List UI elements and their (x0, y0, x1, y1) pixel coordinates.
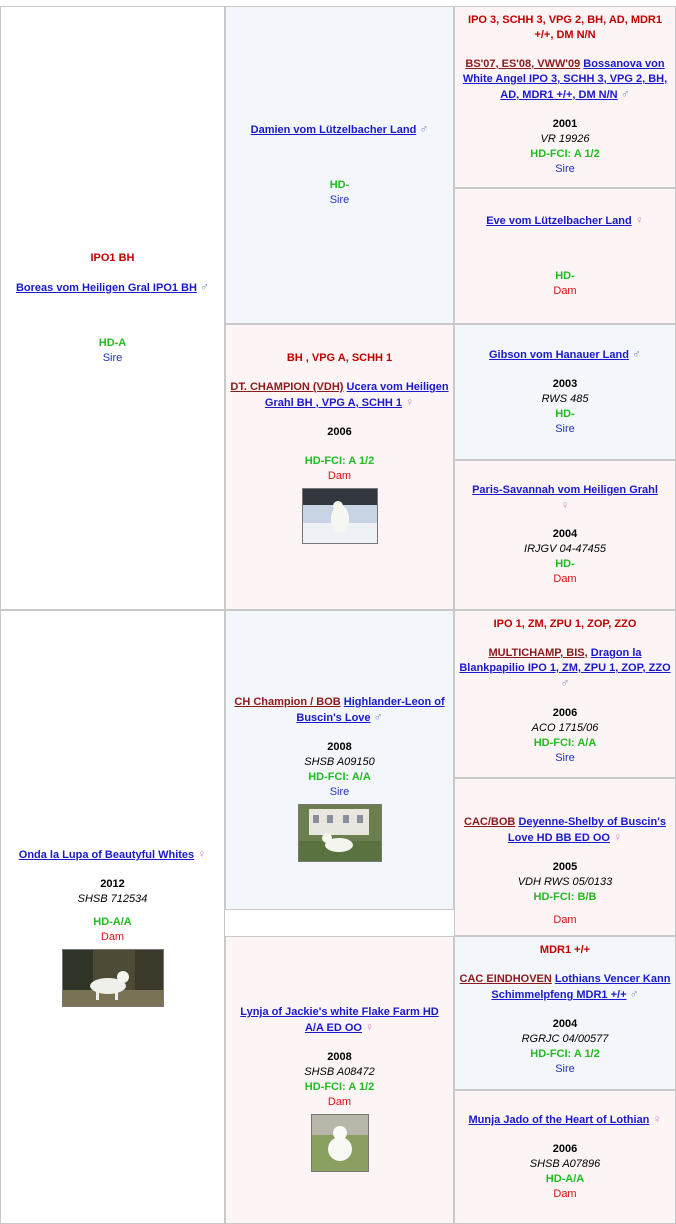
female-icon: ♀ (197, 847, 207, 861)
pedigree-cell-dam (0, 610, 225, 1224)
pedigree-cell-ddd (454, 1090, 676, 1224)
ds-champ-link[interactable]: CH Champion / BOB (234, 696, 341, 708)
dsd-champ-link[interactable]: CAC/BOB (464, 816, 516, 828)
sss-hd: HD-FCI: A 1/2 (530, 148, 600, 160)
pedigree-cell-dam-sire (225, 610, 454, 910)
sd-year: 2006 (327, 426, 352, 438)
dsd-year: 2005 (552, 861, 578, 873)
ddd-role: Dam (553, 1188, 577, 1200)
pedigree-cell-sire (0, 6, 225, 610)
female-icon: ♀ (365, 1020, 375, 1034)
dds-hd: HD-FCI: A 1/2 (530, 1048, 600, 1060)
dss-titles: IPO 1, ZM, ZPU 1, ZOP, ZZO (493, 618, 637, 630)
sds-reg: RWS 485 (541, 393, 589, 405)
ds-reg: SHSB A09150 (304, 756, 375, 768)
sd-titles: BH , VPG A, SCHH 1 (286, 352, 393, 364)
ddd-name-link[interactable]: Munja Jado of the Heart of Lothian (468, 1114, 650, 1126)
sd-champ-link[interactable]: DT. CHAMPION (VDH) (230, 381, 344, 393)
female-icon: ♀ (405, 395, 415, 409)
sss-titles: IPO 3, SCHH 3, VPG 2, BH, AD, MDR1 +/+, DM N/N (468, 14, 662, 41)
female-icon: ♀ (652, 1112, 662, 1126)
dsd-role: Dam (553, 914, 577, 926)
dss-champ-link[interactable]: MULTICHAMP, BIS, (488, 647, 588, 659)
sdd-reg: IRJGV 04-47455 (524, 543, 606, 555)
male-icon: ♂ (200, 279, 209, 294)
dd-reg: SHSB A08472 (304, 1066, 375, 1078)
sd-role: Dam (327, 470, 352, 482)
ss-hd: HD- (329, 179, 350, 191)
ssd-role: Dam (553, 285, 577, 297)
dss-reg: ACO 1715/06 (531, 722, 599, 734)
sds-hd: HD- (555, 408, 575, 420)
dss-role: Sire (555, 752, 575, 764)
sire-role: Sire (102, 351, 123, 364)
dds-role: Sire (555, 1063, 575, 1075)
sdd-hd: HD- (555, 558, 575, 570)
dd-role: Dam (327, 1096, 352, 1108)
sds-name-link[interactable]: Gibson vom Hanauer Land (488, 349, 629, 361)
dam-reg: SHSB 712534 (77, 893, 148, 905)
ds-role: Sire (329, 786, 350, 798)
dam-name-link[interactable]: Onda la Lupa of Beautyful Whites (18, 849, 195, 861)
pedigree-cell-sire-dam (225, 324, 454, 610)
sire-titles: IPO1 BH (90, 251, 135, 264)
dss-hd: HD-FCI: A/A (533, 737, 597, 749)
dam-hd: HD-A/A (93, 916, 132, 928)
sss-champ-link[interactable]: BS'07, ES'08, VWW'09 (465, 58, 581, 70)
pedigree-cell-dss (454, 610, 676, 778)
sire-hd: HD-A (98, 336, 127, 349)
dsd-reg: VDH RWS 05/0133 (517, 876, 613, 888)
ssd-hd: HD- (555, 270, 575, 282)
dss-name-link[interactable]: Dragon la Blankpapilio IPO 1, ZM, ZPU 1, ZOP, ZZO (459, 647, 671, 674)
male-icon: ♂ (373, 710, 383, 724)
sds-year: 2003 (552, 378, 578, 390)
ddd-year: 2006 (552, 1143, 578, 1155)
sd-hd: HD-FCI: A 1/2 (304, 455, 375, 467)
dds-year: 2004 (552, 1018, 578, 1030)
dd-name-link[interactable]: Lynja of Jackie's white Flake Farm HD A/A ED OO (240, 1006, 439, 1034)
male-icon: ♂ (419, 122, 429, 136)
dsd-name-link[interactable]: Deyenne-Shelby of Buscin's Love HD BB ED OO (507, 816, 666, 844)
dam-photo[interactable] (62, 949, 164, 1007)
dss-year: 2006 (552, 707, 578, 719)
ssd-name-link[interactable]: Eve vom Lützelbacher Land (486, 215, 632, 227)
female-icon: ♀ (613, 830, 623, 844)
male-icon: ♂ (620, 87, 630, 101)
ss-role: Sire (329, 194, 350, 206)
sss-year: 2001 (552, 118, 578, 130)
ds-year: 2008 (327, 741, 352, 753)
ss-name-link[interactable]: Damien vom Lützelbacher Land (250, 124, 417, 136)
pedigree-cell-dam-dam (225, 936, 454, 1224)
dam-year: 2012 (100, 878, 125, 890)
sd-name-link[interactable]: Ucera vom Heiligen Grahl BH , VPG A, SCHH 1 (264, 381, 449, 409)
dds-champ-link[interactable]: CAC EINDHOVEN (459, 973, 552, 985)
male-icon: ♂ (629, 987, 639, 1001)
ds-photo[interactable] (298, 804, 382, 862)
dd-hd: HD-FCI: A 1/2 (304, 1081, 375, 1093)
male-icon: ♂ (560, 676, 570, 690)
female-icon: ♀ (634, 213, 644, 227)
ds-name-link[interactable]: Highlander-Leon of Buscin's Love (296, 696, 445, 724)
sss-role: Sire (555, 163, 575, 175)
dd-photo[interactable] (311, 1114, 369, 1172)
pedigree-cell-sds (454, 324, 676, 460)
ddd-reg: SHSB A07896 (529, 1158, 601, 1170)
ds-hd: HD-FCI: A/A (308, 771, 371, 783)
male-icon: ♂ (632, 347, 642, 361)
dsd-hd: HD-FCI: B/B (533, 891, 597, 903)
pedigree-cell-ssd (454, 188, 676, 324)
dds-reg: RGRJC 04/00577 (521, 1033, 609, 1045)
sss-reg: VR 19926 (540, 133, 590, 145)
sire-name-link[interactable]: Boreas vom Heiligen Gral IPO1 BH (15, 281, 197, 294)
sdd-year: 2004 (552, 528, 578, 540)
dds-name-link[interactable]: Lothians Vencer Kann Schimmelpfeng MDR1 +/+ (491, 973, 671, 1001)
pedigree-cell-sire-sire (225, 6, 454, 324)
female-icon: ♀ (560, 498, 570, 512)
dds-titles: MDR1 +/+ (539, 944, 591, 956)
ddd-hd: HD-A/A (545, 1173, 585, 1185)
sd-photo[interactable] (302, 488, 378, 544)
pedigree-cell-dsd (454, 778, 676, 936)
pedigree-cell-sdd (454, 460, 676, 610)
sdd-name-link[interactable]: Paris-Savannah vom Heiligen Grahl (472, 484, 658, 496)
dam-role: Dam (100, 931, 125, 943)
dd-year: 2008 (327, 1051, 352, 1063)
sds-role: Sire (555, 423, 575, 435)
pedigree-cell-dds (454, 936, 676, 1090)
sss-name-link[interactable]: Bossanova von White Angel IPO 3, SCHH 3, VPG 2, BH, AD, MDR1 +/+, DM N/N (462, 58, 668, 101)
pedigree-cell-sss (454, 6, 676, 188)
sdd-role: Dam (553, 573, 577, 585)
